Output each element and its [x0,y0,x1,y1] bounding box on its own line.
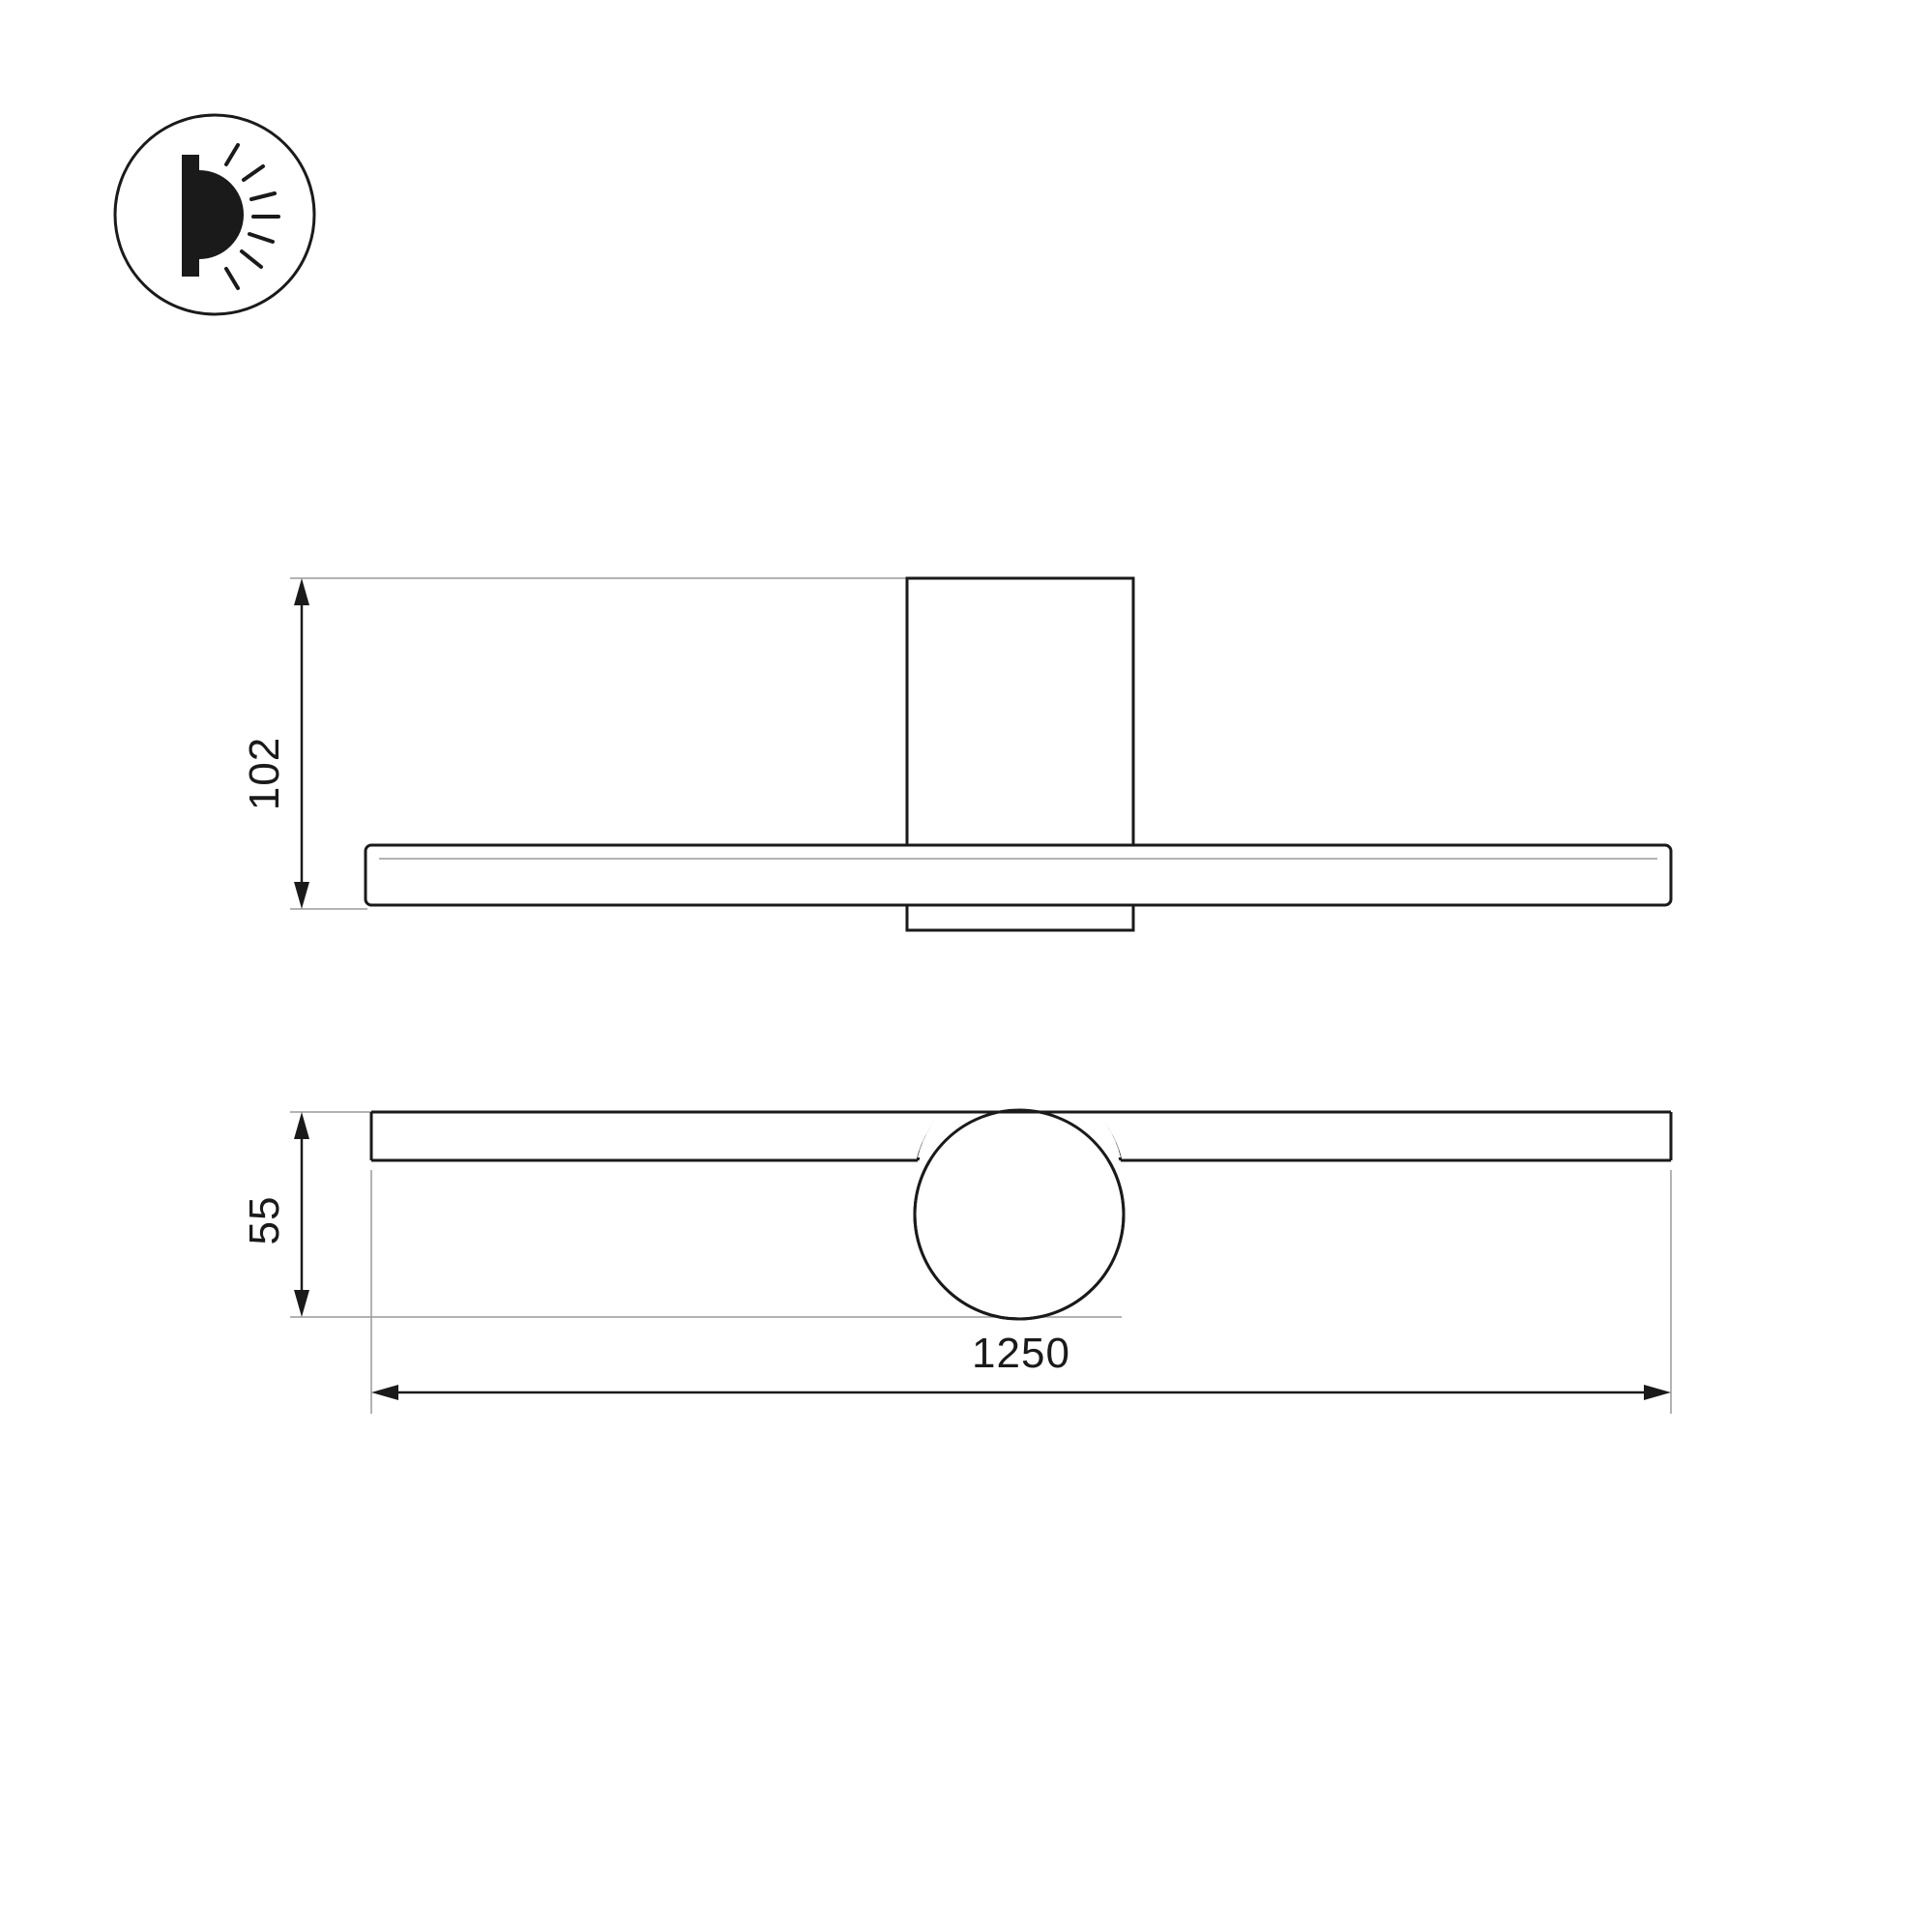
dimension-depth-55 [241,1112,309,1317]
dimension-depth-value: 55 [241,1195,288,1245]
front-view [241,578,1671,930]
dimension-height-value: 102 [241,736,288,811]
front-view-bar [366,845,1671,905]
dimension-height-102 [241,578,309,909]
top-view [241,1068,1671,1414]
wall-washer-symbol [115,115,314,314]
dimension-length-value: 1250 [972,1330,1070,1377]
